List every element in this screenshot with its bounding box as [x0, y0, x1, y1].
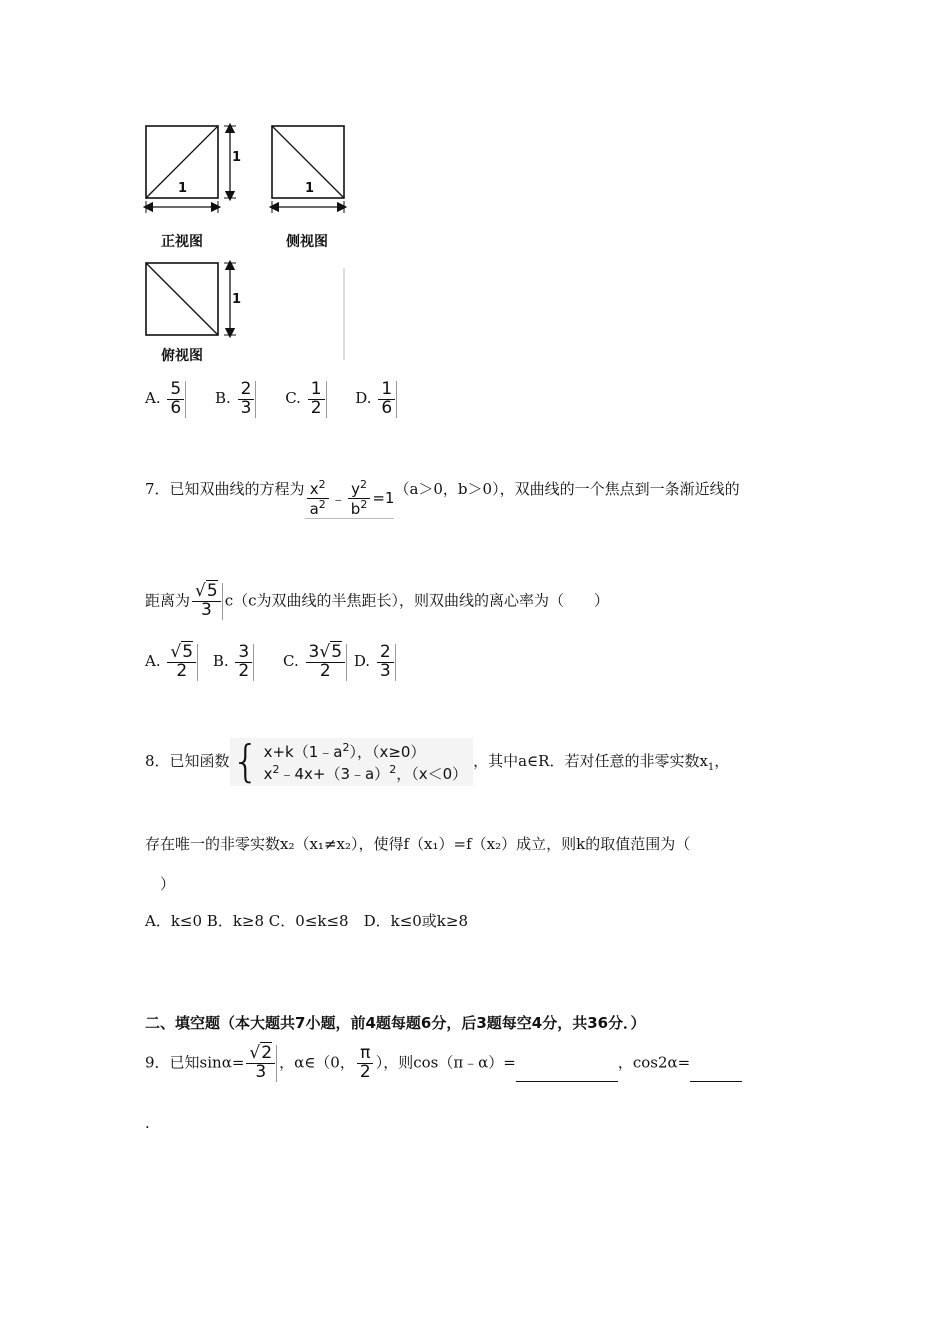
q9-number: 9． [145, 1053, 170, 1072]
q6-option-c: C. $\frac{1}{2}$ [285, 389, 333, 407]
q8-line3: ） [160, 875, 176, 893]
q6-option-b: B. $\frac{2}{3}$ [215, 389, 263, 407]
side-view-label: 侧视图 [286, 234, 328, 250]
q6-option-d: D. $\frac{1}{6}$ [355, 389, 399, 407]
sin-fraction: $\frac{√2}{3}$ [246, 1045, 277, 1082]
q7-options [145, 644, 398, 681]
q7-option-d: D. $\frac{2}{3}$ [354, 652, 398, 670]
pi-half-fraction: $\frac{\pi}{2}$ [357, 1045, 374, 1082]
q7-option-b: B. $\frac{3}{2}$ [213, 652, 261, 670]
side-view [272, 126, 344, 213]
section-title: 二、填空题（本大题共7小题，前4题每题6分，后3题每空4分，共36分．） [145, 1014, 646, 1032]
front-view-label: 正视图 [161, 234, 203, 250]
top-view [146, 263, 236, 335]
top-height-label: 1 [232, 292, 242, 307]
q8-options: A．k≤0 B．k≥8 C．0≤k≤8 D．k≤0或k≥8 [145, 912, 469, 930]
q7-line1: 7．已知双曲线的方程为 $\frac{x^2}{a^2}$ ﹣ $\frac{y^2}{b^2}$ =1 （a＞0，b＞0），双曲线的一个焦点到一条渐近线的 [145, 478, 740, 518]
front-width-label: 1 [178, 181, 188, 196]
q6-options [145, 381, 399, 418]
q7-number: 7． [145, 480, 170, 498]
q8-number: 8． [145, 752, 170, 770]
q6-option-a: A. $\frac{5}{6}$ [145, 389, 193, 407]
piecewise-function: { $x+k(1﹣a^2)$，（x≥0） $x^2﹣4x+(3﹣a)^2$，（x＜0） [230, 738, 474, 786]
q9-trailing: . [145, 1114, 150, 1132]
q7-option-c: C. $\frac{3√5}{2}$ [283, 652, 354, 670]
front-height-label: 1 [232, 150, 242, 165]
q8-line2: 存在唯一的非零实数x₂（x₁≠x₂），使得f（x₁）=f（x₂）成立，则k的取值范围为（ [145, 835, 691, 853]
side-width-label: 1 [305, 181, 315, 196]
front-view [146, 126, 236, 213]
q8-line1: 8．已知函数 { $x+k(1﹣a^2)$，（x≥0） $x^2﹣4x+(3﹣a)^2$，（x＜0） ，其中a∈R．若对任意的非零实数$x_1$， [145, 736, 730, 787]
answer-blank-2[interactable] [690, 1081, 742, 1082]
distance-fraction: $\frac{√5}{3}$ [192, 583, 223, 620]
q7-option-a: A. $\frac{√5}{2}$ [145, 652, 205, 670]
hyperbola-equation: $\frac{x^2}{a^2}$ ﹣ $\frac{y^2}{b^2}$ =1 [305, 479, 395, 519]
q9-line: 9．已知sinα= $\frac{√2}{3}$ ，α∈（0， $\frac{\pi}{2}$ ），则cos（π﹣α）= ，cos2α= [145, 1045, 742, 1082]
q7-line2: 距离为 $\frac{√5}{3}$ c（c为双曲线的半焦距长），则双曲线的离心率为（ ） [145, 581, 609, 620]
top-view-label: 俯视图 [161, 348, 203, 364]
answer-blank-1[interactable] [516, 1081, 618, 1082]
